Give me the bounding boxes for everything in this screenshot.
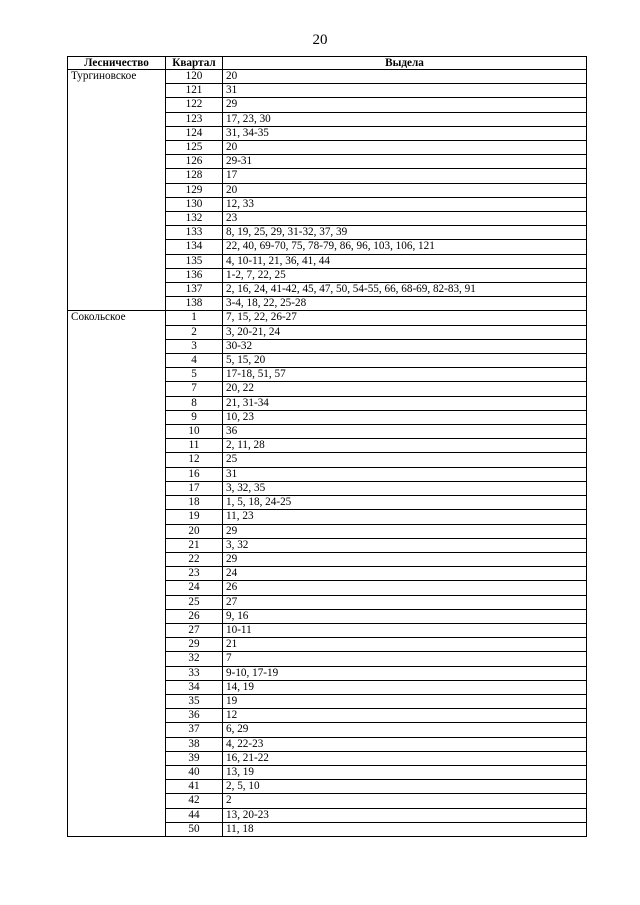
vydela-cell: 20 bbox=[223, 70, 587, 84]
vydela-cell: 7, 15, 22, 26-27 bbox=[223, 311, 587, 325]
vydela-cell: 10, 23 bbox=[223, 410, 587, 424]
header-vydela: Выдела bbox=[223, 57, 587, 70]
vydela-cell: 13, 20-23 bbox=[223, 808, 587, 822]
kvartal-cell: 138 bbox=[166, 297, 223, 311]
vydela-cell: 5, 15, 20 bbox=[223, 354, 587, 368]
kvartal-cell: 27 bbox=[166, 623, 223, 637]
vydela-cell: 31 bbox=[223, 84, 587, 98]
vydela-cell: 4, 22-23 bbox=[223, 737, 587, 751]
kvartal-cell: 123 bbox=[166, 112, 223, 126]
kvartal-cell: 20 bbox=[166, 524, 223, 538]
kvartal-cell: 36 bbox=[166, 709, 223, 723]
vydela-cell: 26 bbox=[223, 581, 587, 595]
vydela-cell: 14, 19 bbox=[223, 680, 587, 694]
table-row bbox=[68, 311, 587, 325]
vydela-cell: 36 bbox=[223, 425, 587, 439]
vydela-cell: 31 bbox=[223, 467, 587, 481]
kvartal-cell: 10 bbox=[166, 425, 223, 439]
vydela-cell: 4, 10-11, 21, 36, 41, 44 bbox=[223, 254, 587, 268]
vydela-cell: 20, 22 bbox=[223, 382, 587, 396]
vydela-cell: 3-4, 18, 22, 25-28 bbox=[223, 297, 587, 311]
vydela-cell: 25 bbox=[223, 453, 587, 467]
vydela-cell: 3, 20-21, 24 bbox=[223, 325, 587, 339]
vydela-cell: 22, 40, 69-70, 75, 78-79, 86, 96, 103, 106, 121 bbox=[223, 240, 587, 254]
vydela-cell: 20 bbox=[223, 141, 587, 155]
vydela-cell: 2, 16, 24, 41-42, 45, 47, 50, 54-55, 66, 68-69, 82-83, 91 bbox=[223, 283, 587, 297]
header-kvartal: Квартал bbox=[166, 57, 223, 70]
vydela-cell: 10-11 bbox=[223, 623, 587, 637]
kvartal-cell: 12 bbox=[166, 453, 223, 467]
kvartal-cell: 29 bbox=[166, 638, 223, 652]
kvartal-cell: 41 bbox=[166, 780, 223, 794]
vydela-cell: 2, 11, 28 bbox=[223, 439, 587, 453]
kvartal-cell: 16 bbox=[166, 467, 223, 481]
kvartal-cell: 40 bbox=[166, 765, 223, 779]
vydela-cell: 9-10, 17-19 bbox=[223, 666, 587, 680]
vydela-cell: 31, 34-35 bbox=[223, 126, 587, 140]
kvartal-cell: 17 bbox=[166, 481, 223, 495]
table-header-row bbox=[68, 57, 587, 70]
vydela-cell: 17, 23, 30 bbox=[223, 112, 587, 126]
header-forestry: Лесничество bbox=[68, 57, 166, 70]
kvartal-cell: 39 bbox=[166, 751, 223, 765]
kvartal-cell: 3 bbox=[166, 339, 223, 353]
kvartal-cell: 42 bbox=[166, 794, 223, 808]
kvartal-cell: 34 bbox=[166, 680, 223, 694]
vydela-cell: 1, 5, 18, 24-25 bbox=[223, 496, 587, 510]
kvartal-cell: 25 bbox=[166, 595, 223, 609]
kvartal-cell: 8 bbox=[166, 396, 223, 410]
kvartal-cell: 124 bbox=[166, 126, 223, 140]
kvartal-cell: 132 bbox=[166, 212, 223, 226]
vydela-cell: 16, 21-22 bbox=[223, 751, 587, 765]
kvartal-cell: 9 bbox=[166, 410, 223, 424]
vydela-cell: 7 bbox=[223, 652, 587, 666]
kvartal-cell: 125 bbox=[166, 141, 223, 155]
vydela-cell: 3, 32, 35 bbox=[223, 481, 587, 495]
vydela-cell: 29 bbox=[223, 98, 587, 112]
table-body bbox=[68, 70, 587, 837]
vydela-cell: 8, 19, 25, 29, 31-32, 37, 39 bbox=[223, 226, 587, 240]
kvartal-cell: 2 bbox=[166, 325, 223, 339]
vydela-cell: 20 bbox=[223, 183, 587, 197]
vydela-cell: 21 bbox=[223, 638, 587, 652]
kvartal-cell: 129 bbox=[166, 183, 223, 197]
kvartal-cell: 44 bbox=[166, 808, 223, 822]
page-number: 20 bbox=[312, 32, 328, 48]
kvartal-cell: 130 bbox=[166, 197, 223, 211]
kvartal-cell: 128 bbox=[166, 169, 223, 183]
kvartal-cell: 133 bbox=[166, 226, 223, 240]
kvartal-cell: 1 bbox=[166, 311, 223, 325]
kvartal-cell: 23 bbox=[166, 567, 223, 581]
kvartal-cell: 18 bbox=[166, 496, 223, 510]
kvartal-cell: 33 bbox=[166, 666, 223, 680]
vydela-cell: 1-2, 7, 22, 25 bbox=[223, 268, 587, 282]
forestry-table bbox=[67, 56, 587, 837]
vydela-cell: 21, 31-34 bbox=[223, 396, 587, 410]
kvartal-cell: 22 bbox=[166, 552, 223, 566]
kvartal-cell: 121 bbox=[166, 84, 223, 98]
vydela-cell: 2, 5, 10 bbox=[223, 780, 587, 794]
vydela-cell: 12 bbox=[223, 709, 587, 723]
kvartal-cell: 19 bbox=[166, 510, 223, 524]
vydela-cell: 19 bbox=[223, 694, 587, 708]
vydela-cell: 27 bbox=[223, 595, 587, 609]
vydela-cell: 6, 29 bbox=[223, 723, 587, 737]
kvartal-cell: 37 bbox=[166, 723, 223, 737]
kvartal-cell: 35 bbox=[166, 694, 223, 708]
vydela-cell: 17-18, 51, 57 bbox=[223, 368, 587, 382]
vydela-cell: 29 bbox=[223, 524, 587, 538]
kvartal-cell: 136 bbox=[166, 268, 223, 282]
vydela-cell: 23 bbox=[223, 212, 587, 226]
kvartal-cell: 32 bbox=[166, 652, 223, 666]
kvartal-cell: 5 bbox=[166, 368, 223, 382]
kvartal-cell: 135 bbox=[166, 254, 223, 268]
vydela-cell: 2 bbox=[223, 794, 587, 808]
kvartal-cell: 4 bbox=[166, 354, 223, 368]
kvartal-cell: 126 bbox=[166, 155, 223, 169]
kvartal-cell: 38 bbox=[166, 737, 223, 751]
kvartal-cell: 122 bbox=[166, 98, 223, 112]
kvartal-cell: 26 bbox=[166, 609, 223, 623]
vydela-cell: 11, 18 bbox=[223, 822, 587, 836]
vydela-cell: 29 bbox=[223, 552, 587, 566]
kvartal-cell: 120 bbox=[166, 70, 223, 84]
vydela-cell: 13, 19 bbox=[223, 765, 587, 779]
kvartal-cell: 50 bbox=[166, 822, 223, 836]
vydela-cell: 29-31 bbox=[223, 155, 587, 169]
vydela-cell: 11, 23 bbox=[223, 510, 587, 524]
vydela-cell: 30-32 bbox=[223, 339, 587, 353]
kvartal-cell: 7 bbox=[166, 382, 223, 396]
forestry-name: Сокольское bbox=[68, 311, 166, 837]
vydela-cell: 24 bbox=[223, 567, 587, 581]
kvartal-cell: 134 bbox=[166, 240, 223, 254]
kvartal-cell: 24 bbox=[166, 581, 223, 595]
vydela-cell: 12, 33 bbox=[223, 197, 587, 211]
vydela-cell: 9, 16 bbox=[223, 609, 587, 623]
vydela-cell: 17 bbox=[223, 169, 587, 183]
kvartal-cell: 11 bbox=[166, 439, 223, 453]
table-row bbox=[68, 70, 587, 84]
kvartal-cell: 21 bbox=[166, 538, 223, 552]
kvartal-cell: 137 bbox=[166, 283, 223, 297]
forestry-name: Тургиновское bbox=[68, 70, 166, 311]
vydela-cell: 3, 32 bbox=[223, 538, 587, 552]
